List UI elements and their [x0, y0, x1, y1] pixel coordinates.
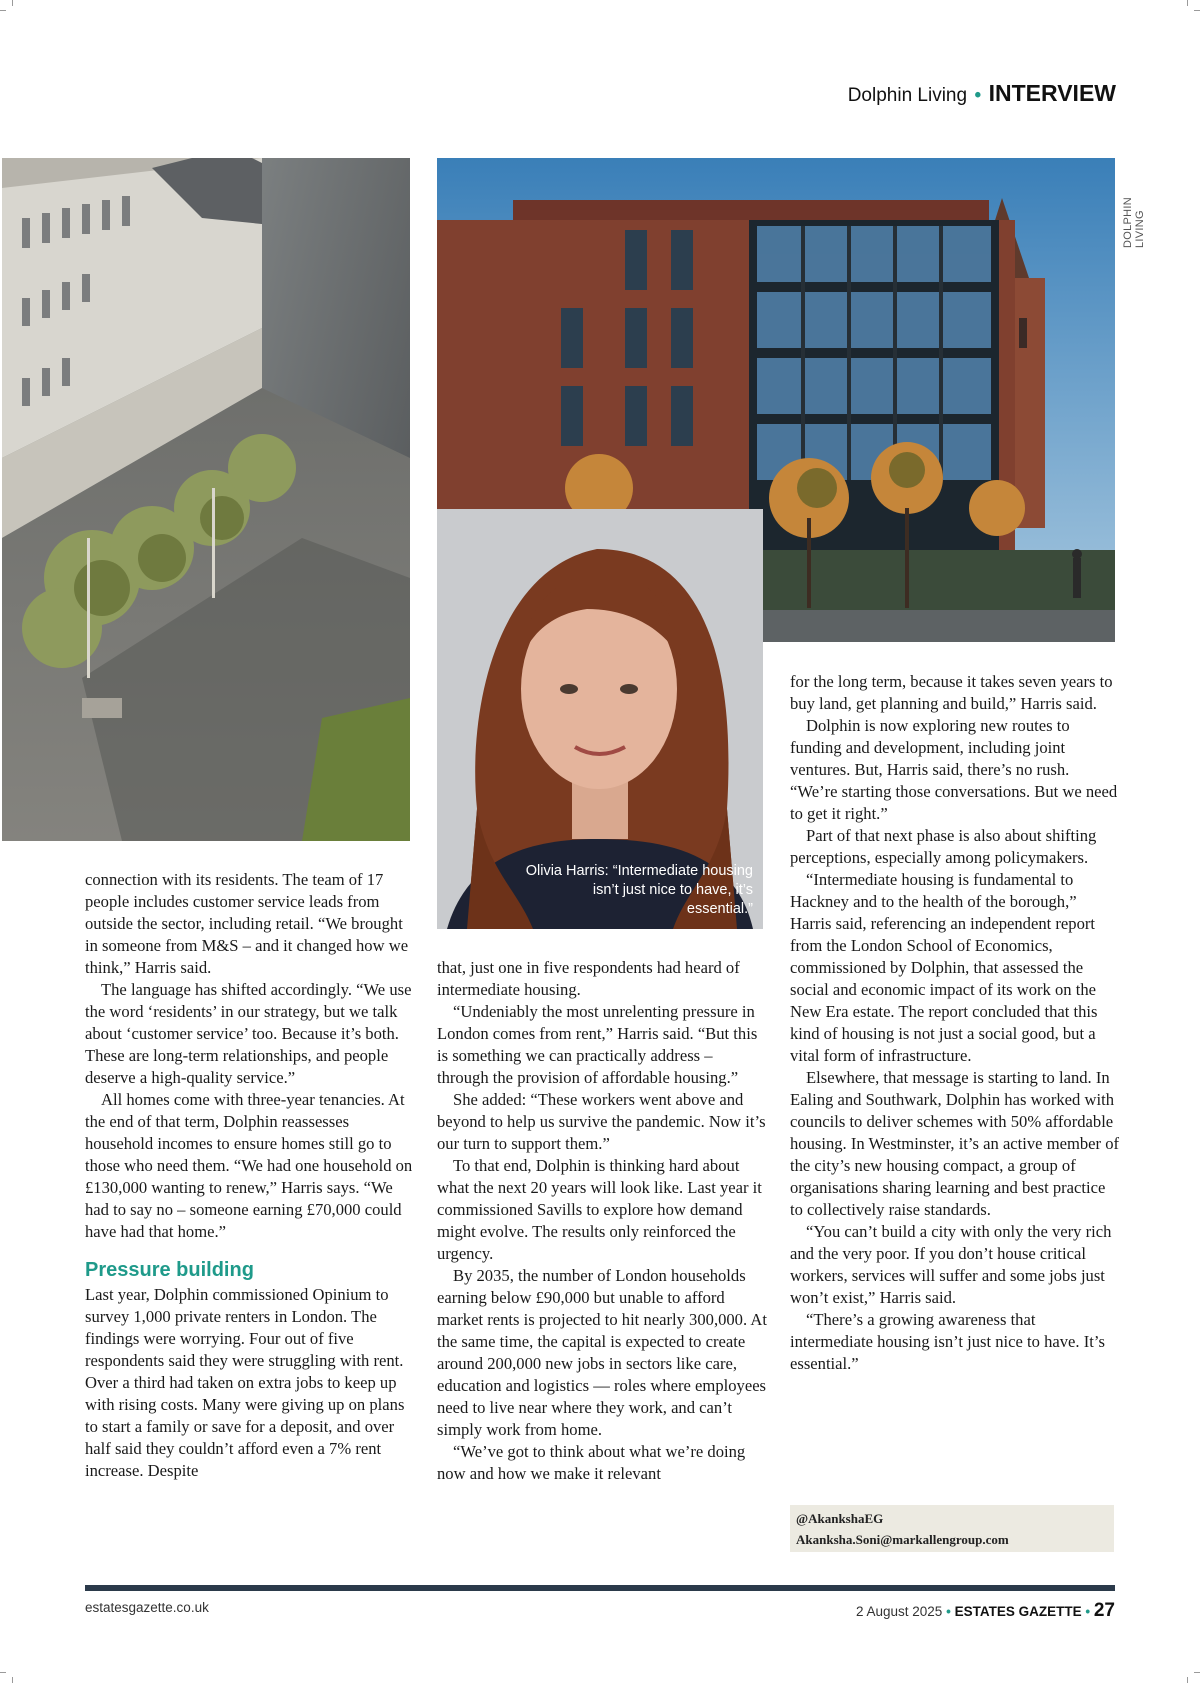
- article-paragraph: She added: “These workers went above and beyond to help us survive the pandemic. Now it’s our turn to support them.”: [437, 1090, 766, 1153]
- footer-rule: [85, 1585, 1115, 1591]
- article-paragraph: that, just one in five respondents had heard of intermediate housing.: [437, 958, 740, 999]
- article-paragraph: “We’ve got to think about what we’re doing now and how we make it relevant: [437, 1442, 746, 1483]
- article-paragraph: Part of that next phase is also about shifting perceptions, especially among policymakers.: [790, 826, 1097, 867]
- article-column-3: [790, 671, 1120, 1375]
- portrait-photo: [437, 509, 763, 929]
- crop-mark: [12, 0, 13, 6]
- aerial-illustration: [2, 158, 410, 841]
- subheading: Pressure building: [85, 1259, 254, 1281]
- footer-separator: •: [946, 1604, 951, 1619]
- article-column-1: [85, 869, 415, 1482]
- crop-mark: [12, 1677, 13, 1683]
- article-paragraph: “There’s a growing awareness that intermediate housing isn’t just nice to have. It’s essential.”: [790, 1310, 1105, 1373]
- article-paragraph: All homes come with three-year tenancies. At the end of that term, Dolphin reassesses household incomes to ensure homes still go to those who need them. “We had one household on £130,000 wanting to renew,” Harris says. “We had to say no – someone earning £70,000 could have had that home.”: [85, 1090, 413, 1241]
- crop-mark: [0, 10, 6, 11]
- article-paragraph: Elsewhere, that message is starting to land. In Ealing and Southwark, Dolphin has worked with councils to deliver schemes with 50% affordable housing. In Westminster, it’s an active member of the city’s new housing compact, a group of organisations sharing learning and best practice to collectively raise standards.: [790, 1068, 1120, 1219]
- footer-publication: ESTATES GAZETTE: [954, 1604, 1082, 1619]
- header-section: INTERVIEW: [988, 80, 1116, 106]
- article-paragraph: “You can’t build a city with only the very rich and the very poor. If you don’t house critical workers, services will suffer and some jobs just won’t exist,” Harris said.: [790, 1222, 1112, 1307]
- photo-credit: DOLPHIN LIVING: [1122, 197, 1146, 248]
- crop-mark: [1194, 1672, 1200, 1673]
- footer-website[interactable]: estatesgazette.co.uk: [85, 1600, 209, 1615]
- author-email-link[interactable]: Akanksha.Soni@markallengroup.com: [796, 1532, 1009, 1547]
- article-paragraph: To that end, Dolphin is thinking hard about what the next 20 years will look like. Last year it commissioned Savills to explore how demand might evolve. The results only reinforced the urgency.: [437, 1156, 762, 1263]
- header-separator: •: [974, 85, 982, 106]
- footer-issue-info: [856, 1600, 1115, 1622]
- aerial-image: [2, 158, 410, 841]
- crop-mark: [1194, 10, 1200, 11]
- article-column-2: [437, 957, 767, 1485]
- crop-mark: [0, 1672, 6, 1673]
- footer-separator: •: [1085, 1604, 1091, 1619]
- running-header: [848, 80, 1116, 107]
- article-paragraph: Last year, Dolphin commissioned Opinium to survey 1,000 private renters in London. The findings were worrying. Four out of five respondents said they were struggling with rent. Over a third had taken on extra jobs to keep up with rising costs. Many were giving up on plans to start a family or save for a deposit, and over half said they couldn’t afford even a 7% rent increase. Despite: [85, 1285, 405, 1480]
- author-contact-box: [790, 1505, 1114, 1552]
- page-number: 27: [1093, 1600, 1115, 1621]
- article-paragraph: The language has shifted accordingly. “We use the word ‘residents’ in our strategy, but we talk about ‘customer service’ too. Because it’s both. These are long-term relationships, and people deserve a high-quality service.”: [85, 980, 412, 1087]
- crop-mark: [1187, 0, 1188, 6]
- article-paragraph: Dolphin is now exploring new routes to funding and development, including joint ventures. But, Harris said, there’s no rush. “We’re starting those conversations. But we need to get it right.”: [790, 716, 1118, 823]
- footer-date: 2 August 2025: [855, 1604, 943, 1619]
- article-paragraph: “Undeniably the most unrelenting pressure in London comes from rent,” Harris said. “But this is something we can practically address – through the provision of affordable housing.”: [437, 1002, 758, 1087]
- article-paragraph: for the long term, because it takes seven years to buy land, get planning and build,” Harris said.: [790, 672, 1113, 713]
- crop-mark: [1187, 1677, 1188, 1683]
- article-paragraph: “Intermediate housing is fundamental to Hackney and to the health of the borough,” Harris said, referencing an independent report from the London School of Economics, commissioned by Dolphin, that assessed the social and economic impact of its work on the New Era estate. The report concluded that this kind of housing is not just a social good, but a vital form of infrastructure.: [790, 870, 1098, 1065]
- article-paragraph: By 2035, the number of London households earning below £90,000 but unable to afford market rents is projected to hit nearly 300,000. At the same time, the capital is expected to create around 200,000 new jobs in sectors like care, education and logistics — roles where employees need to live near where they work, and can’t simply work from home.: [437, 1266, 767, 1439]
- article-paragraph: connection with its residents. The team of 17 people includes customer service leads from outside the sector, including retail. “We brought in someone from M&S – and it changed how we think,” Harris said.: [85, 870, 409, 977]
- portrait-caption: Olivia Harris: “Intermediate housing isn’t just nice to have, it’s essential.”: [525, 863, 753, 917]
- author-twitter-link[interactable]: @AkankshaEG: [796, 1511, 884, 1526]
- header-brand: Dolphin Living: [847, 85, 968, 106]
